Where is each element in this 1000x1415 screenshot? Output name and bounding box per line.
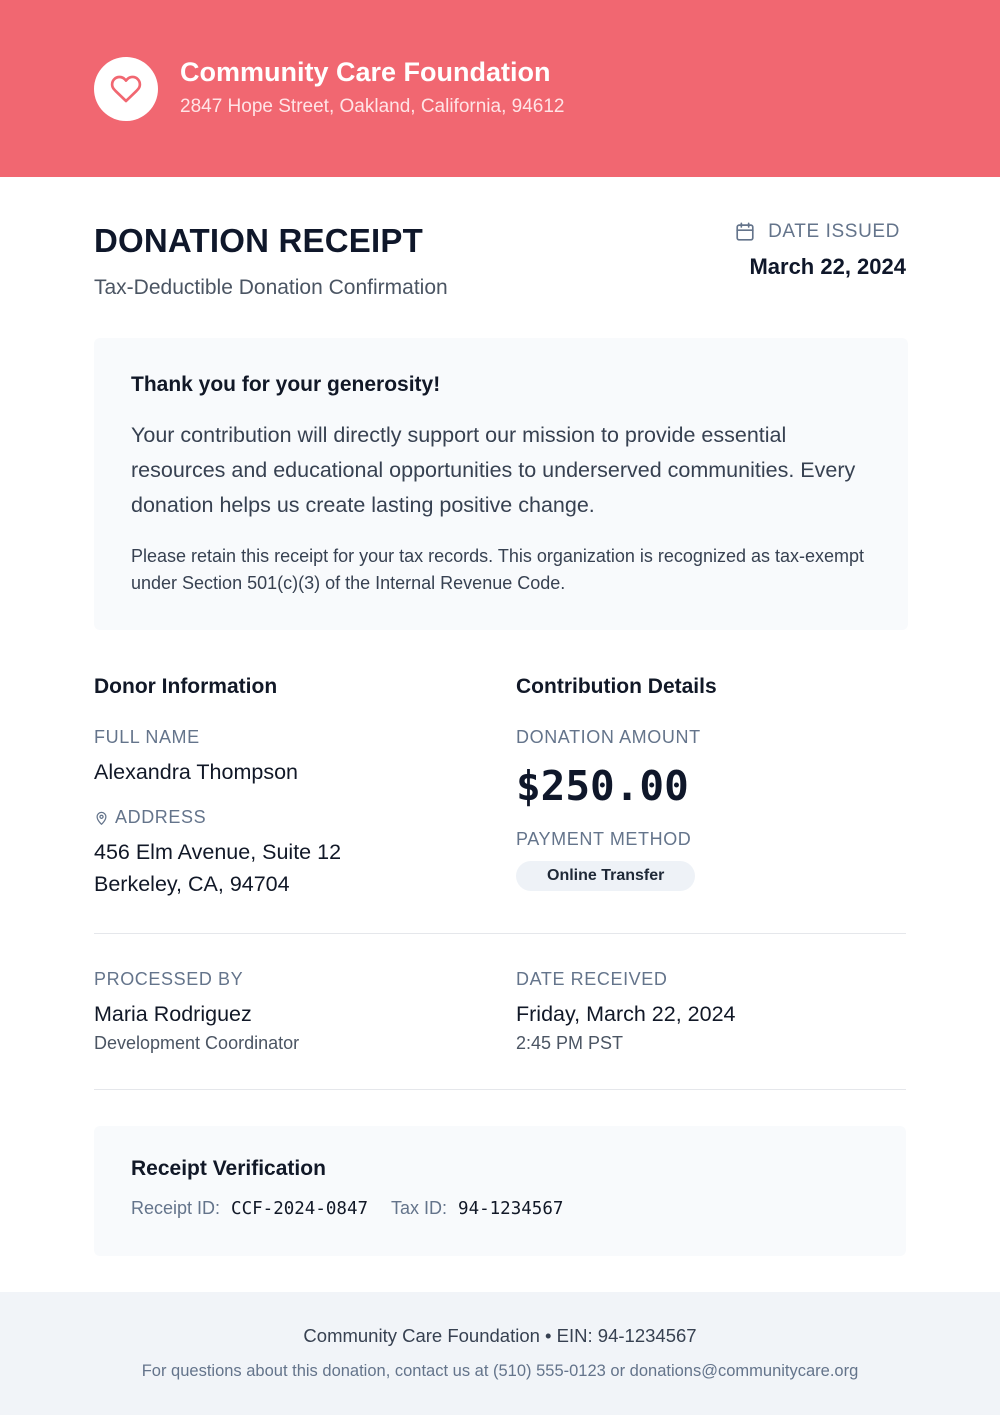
verification-box [94, 1126, 906, 1256]
processed-by-label: PROCESSED BY [94, 969, 244, 989]
processor-name: Maria Rodriguez [94, 1002, 252, 1026]
divider [94, 1089, 906, 1090]
donation-amount: $250.00 [516, 762, 689, 810]
tax-id-label: Tax ID: [391, 1198, 448, 1218]
donation-amount-label: DONATION AMOUNT [516, 727, 701, 747]
date-issued-value: March 22, 2024 [749, 254, 906, 279]
tax-note: Please retain this receipt for your tax records. This organization is recognized as tax-exempt under Section 501(c)(3) of the Internal Revenue Code. [131, 546, 865, 593]
verification-heading: Receipt Verification [131, 1157, 326, 1180]
footer-organization-line: Community Care Foundation • EIN: 94-1234567 [303, 1325, 697, 1346]
heart-icon [110, 73, 142, 105]
donor-section-heading: Donor Information [94, 675, 278, 698]
footer-contact-line: For questions about this donation, contact us at (510) 555-0123 or donations@communitycare.org [141, 1362, 859, 1380]
full-name-label: FULL NAME [94, 727, 200, 747]
contribution-section-heading: Contribution Details [516, 675, 717, 698]
footer [0, 1292, 1000, 1415]
date-issued-label [734, 221, 900, 243]
payment-method-label: PAYMENT METHOD [516, 829, 692, 849]
divider [94, 933, 906, 934]
page-subtitle: Tax-Deductible Donation Confirmation [94, 276, 448, 299]
tax-id-value: 94-1234567 [458, 1199, 564, 1219]
donor-address-line2: Berkeley, CA, 94704 [94, 872, 290, 896]
location-pin-icon [94, 810, 109, 826]
header-banner [0, 0, 1000, 177]
page-title: DONATION RECEIPT [94, 222, 423, 259]
processor-title: Development Coordinator [94, 1033, 300, 1053]
donor-address-line1: 456 Elm Avenue, Suite 12 [94, 840, 342, 864]
donor-name: Alexandra Thompson [94, 760, 298, 784]
payment-method-badge: Online Transfer [516, 861, 695, 891]
thank-you-heading: Thank you for your generosity! [131, 373, 441, 396]
logo [94, 57, 158, 121]
organization-address: 2847 Hope Street, Oakland, California, 94612 [180, 96, 565, 117]
organization-name: Community Care Foundation [180, 57, 551, 87]
date-received-value: Friday, March 22, 2024 [516, 1002, 736, 1026]
thank-you-box [94, 338, 908, 630]
address-label [94, 807, 206, 828]
address-label-text: ADDRESS [115, 807, 207, 827]
thank-you-message: Your contribution will directly support our mission to provide essential resources and educational opportunities to underserved communities. Every donation helps us create lasting positive change. [131, 423, 856, 517]
receipt-id-value: CCF-2024-0847 [231, 1199, 369, 1219]
date-received-label: DATE RECEIVED [516, 969, 668, 989]
date-issued-label-text: DATE ISSUED [768, 221, 900, 242]
calendar-icon [734, 221, 756, 243]
receipt-id-label: Receipt ID: [131, 1198, 221, 1218]
verification-ids [131, 1198, 563, 1219]
time-received-value: 2:45 PM PST [516, 1033, 624, 1053]
